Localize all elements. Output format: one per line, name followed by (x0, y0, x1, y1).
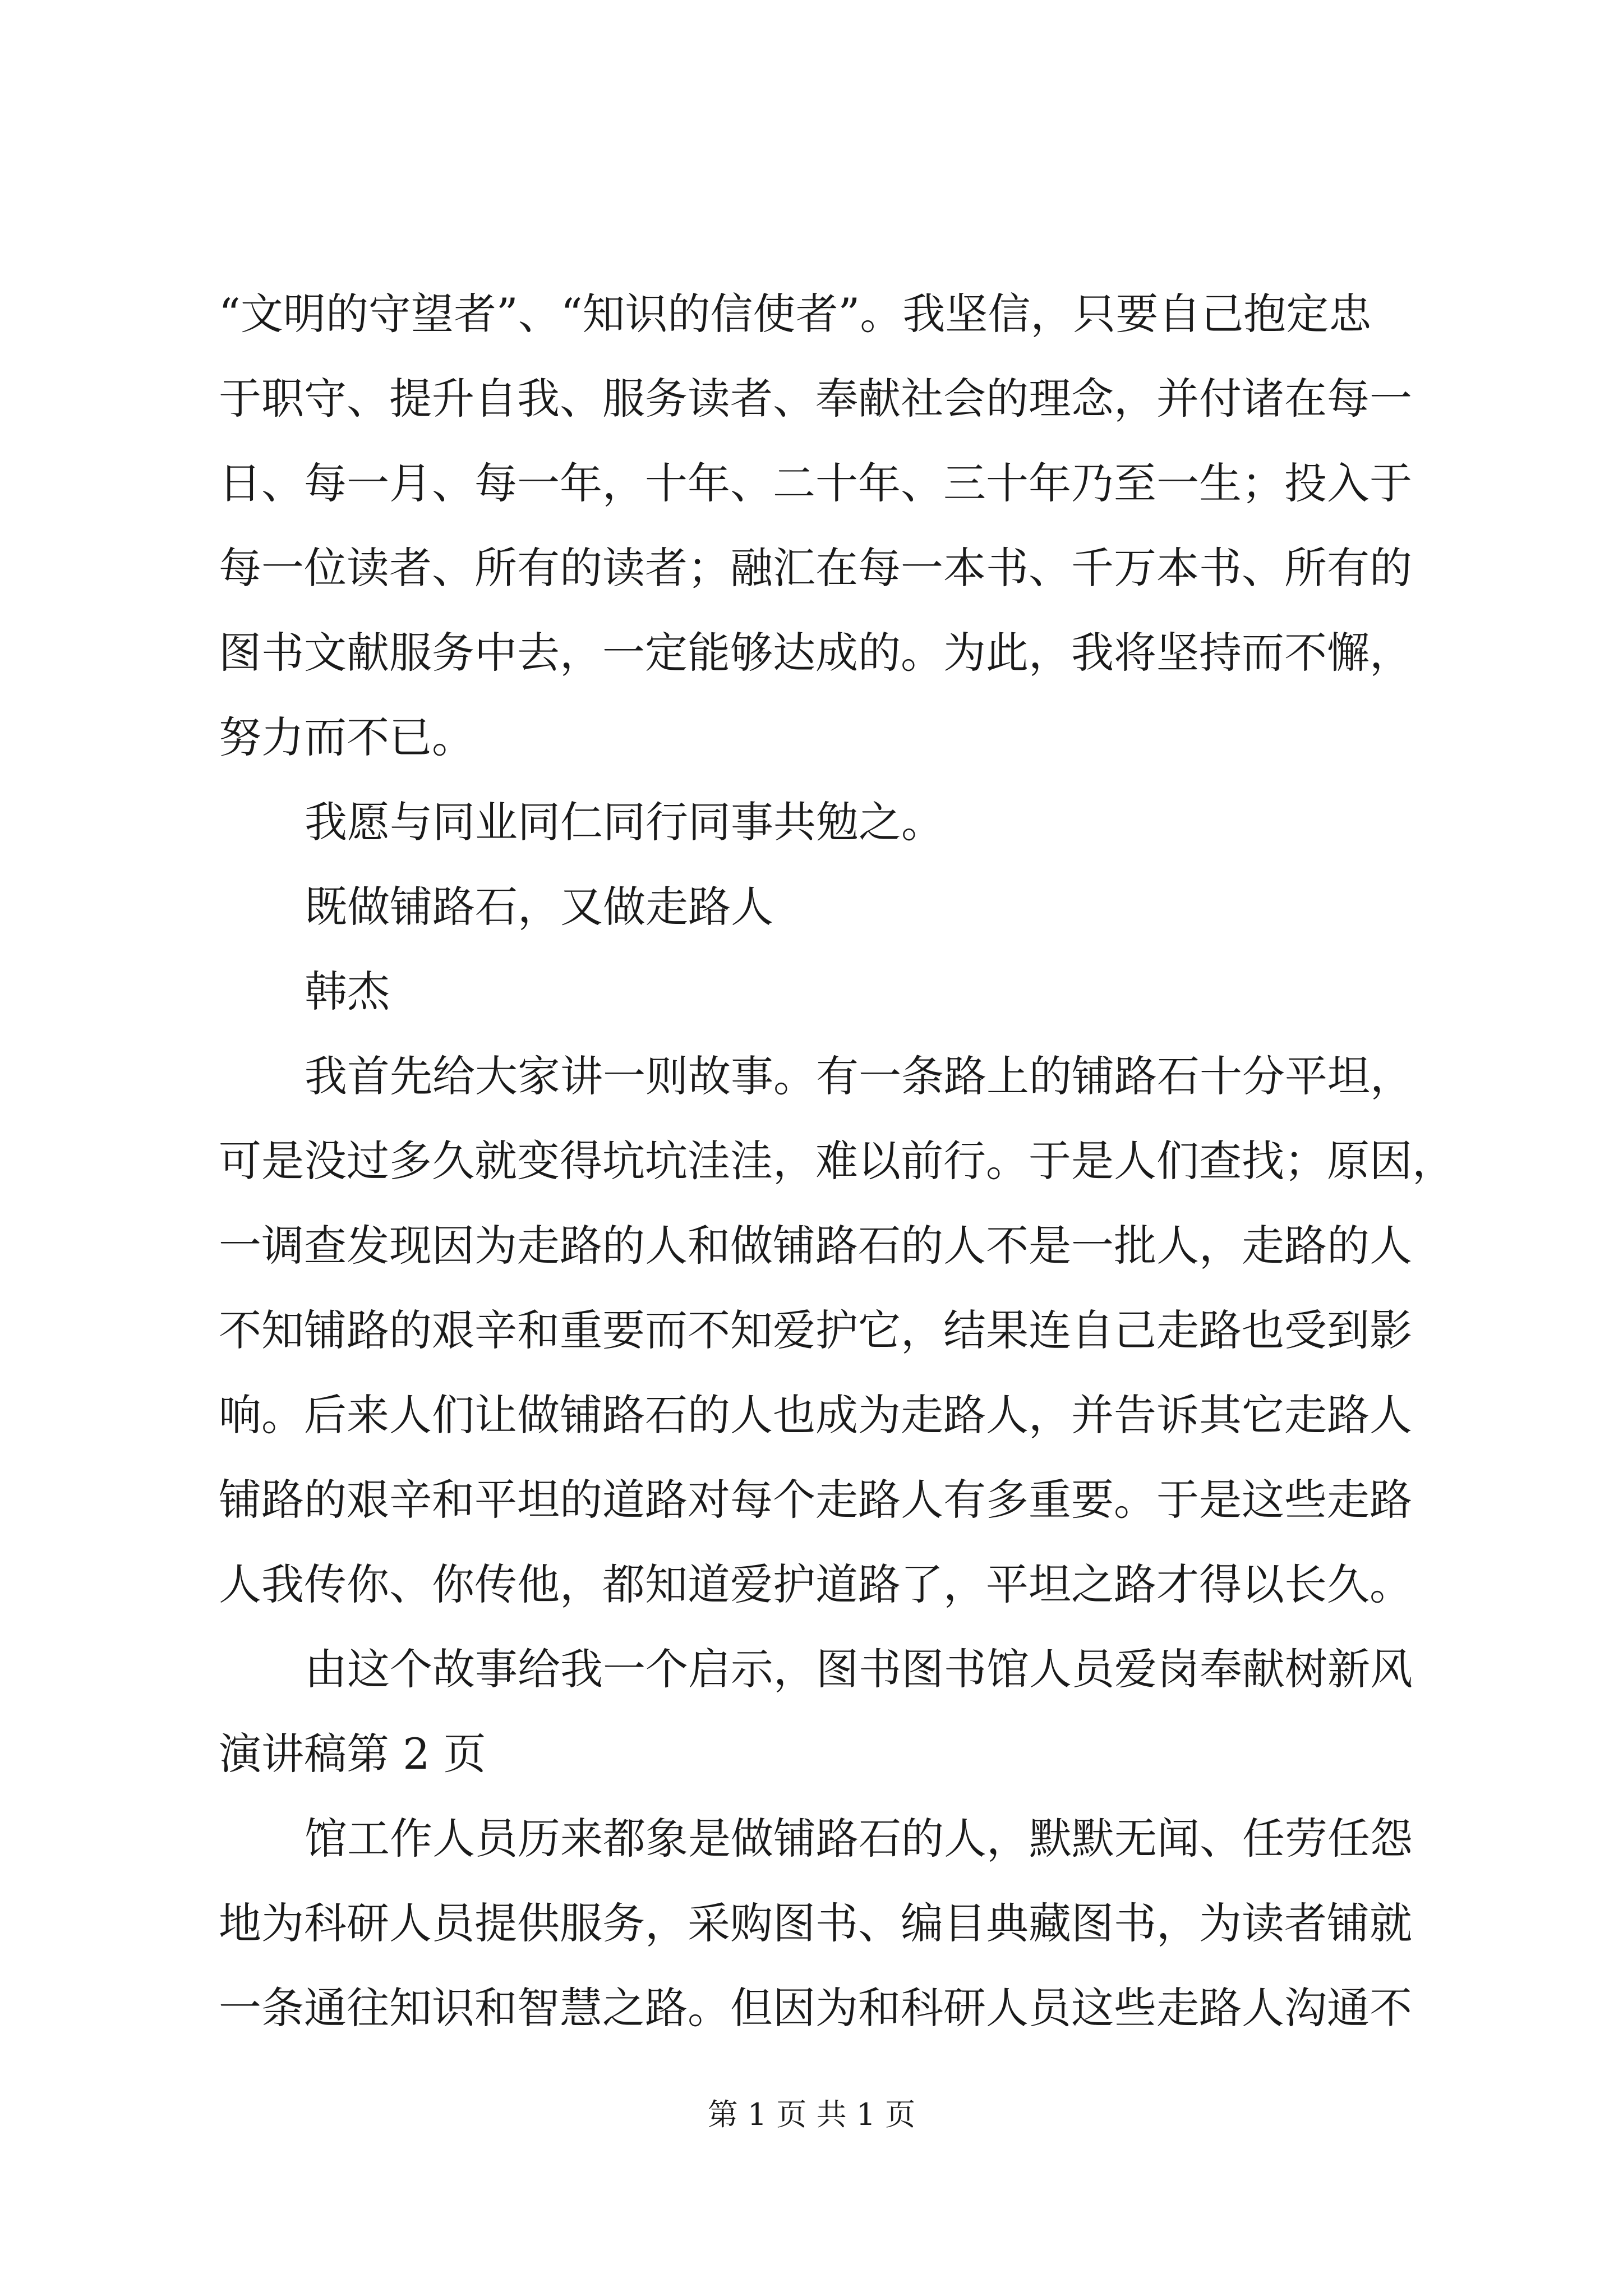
text-line: 由这个故事给我一个启示，图书图书馆人员爱岗奉献树新风 (305, 1644, 1413, 1694)
text-line: 每一位读者、所有的读者；融汇在每一本书、千万本书、所有的 (219, 543, 1412, 593)
author-name: 韩杰 (305, 967, 390, 1016)
text-line: 铺路的艰辛和平坦的道路对每个走路人有多重要。于是这些走路 (219, 1475, 1412, 1525)
text-line: 演讲稿第 2 页 (219, 1729, 486, 1779)
text-line: 地为科研人员提供服务，采购图书、编目典藏图书，为读者铺就 (219, 1898, 1412, 1948)
text-line: 努力而不已。 (219, 712, 474, 762)
text-line: 馆工作人员历来都象是做铺路石的人，默默无闻、任劳任怨 (305, 1814, 1413, 1864)
text-line: 不知铺路的艰辛和重要而不知爱护它，结果连自己走路也受到影 (219, 1305, 1412, 1355)
text-line: 一调查发现因为走路的人和做铺路石的人不是一批人，走路的人 (219, 1221, 1412, 1271)
text-line: 我首先给大家讲一则故事。有一条路上的铺路石十分平坦， (305, 1051, 1413, 1101)
text-line: 我愿与同业同仁同行同事共勉之。 (305, 797, 944, 847)
text-line: 于职守、提升自我、服务读者、奉献社会的理念，并付诸在每一 (219, 374, 1412, 424)
text-line: 一条通往知识和智慧之路。但因为和科研人员这些走路人沟通不 (219, 1983, 1412, 2033)
text-line: 图书文献服务中去，一定能够达成的。为此，我将坚持而不懈， (219, 628, 1412, 678)
page-number-footer: 第 1 页 共 1 页 (707, 2097, 916, 2132)
text-line: 日、每一月、每一年，十年、二十年、三十年乃至一生；投入于 (219, 458, 1412, 508)
section-title: 既做铺路石，又做走路人 (305, 882, 773, 932)
text-line: 人我传你、你传他，都知道爱护道路了，平坦之路才得以长久。 (219, 1559, 1412, 1609)
text-line: “文明的守望者”、“知识的信使者”。我坚信，只要自己抱定忠 (219, 289, 1372, 339)
text-line: 可是没过多久就变得坑坑洼洼，难以前行。于是人们查找；原因， (219, 1136, 1455, 1186)
text-line: 响。后来人们让做铺路石的人也成为走路人，并告诉其它走路人 (219, 1390, 1412, 1440)
